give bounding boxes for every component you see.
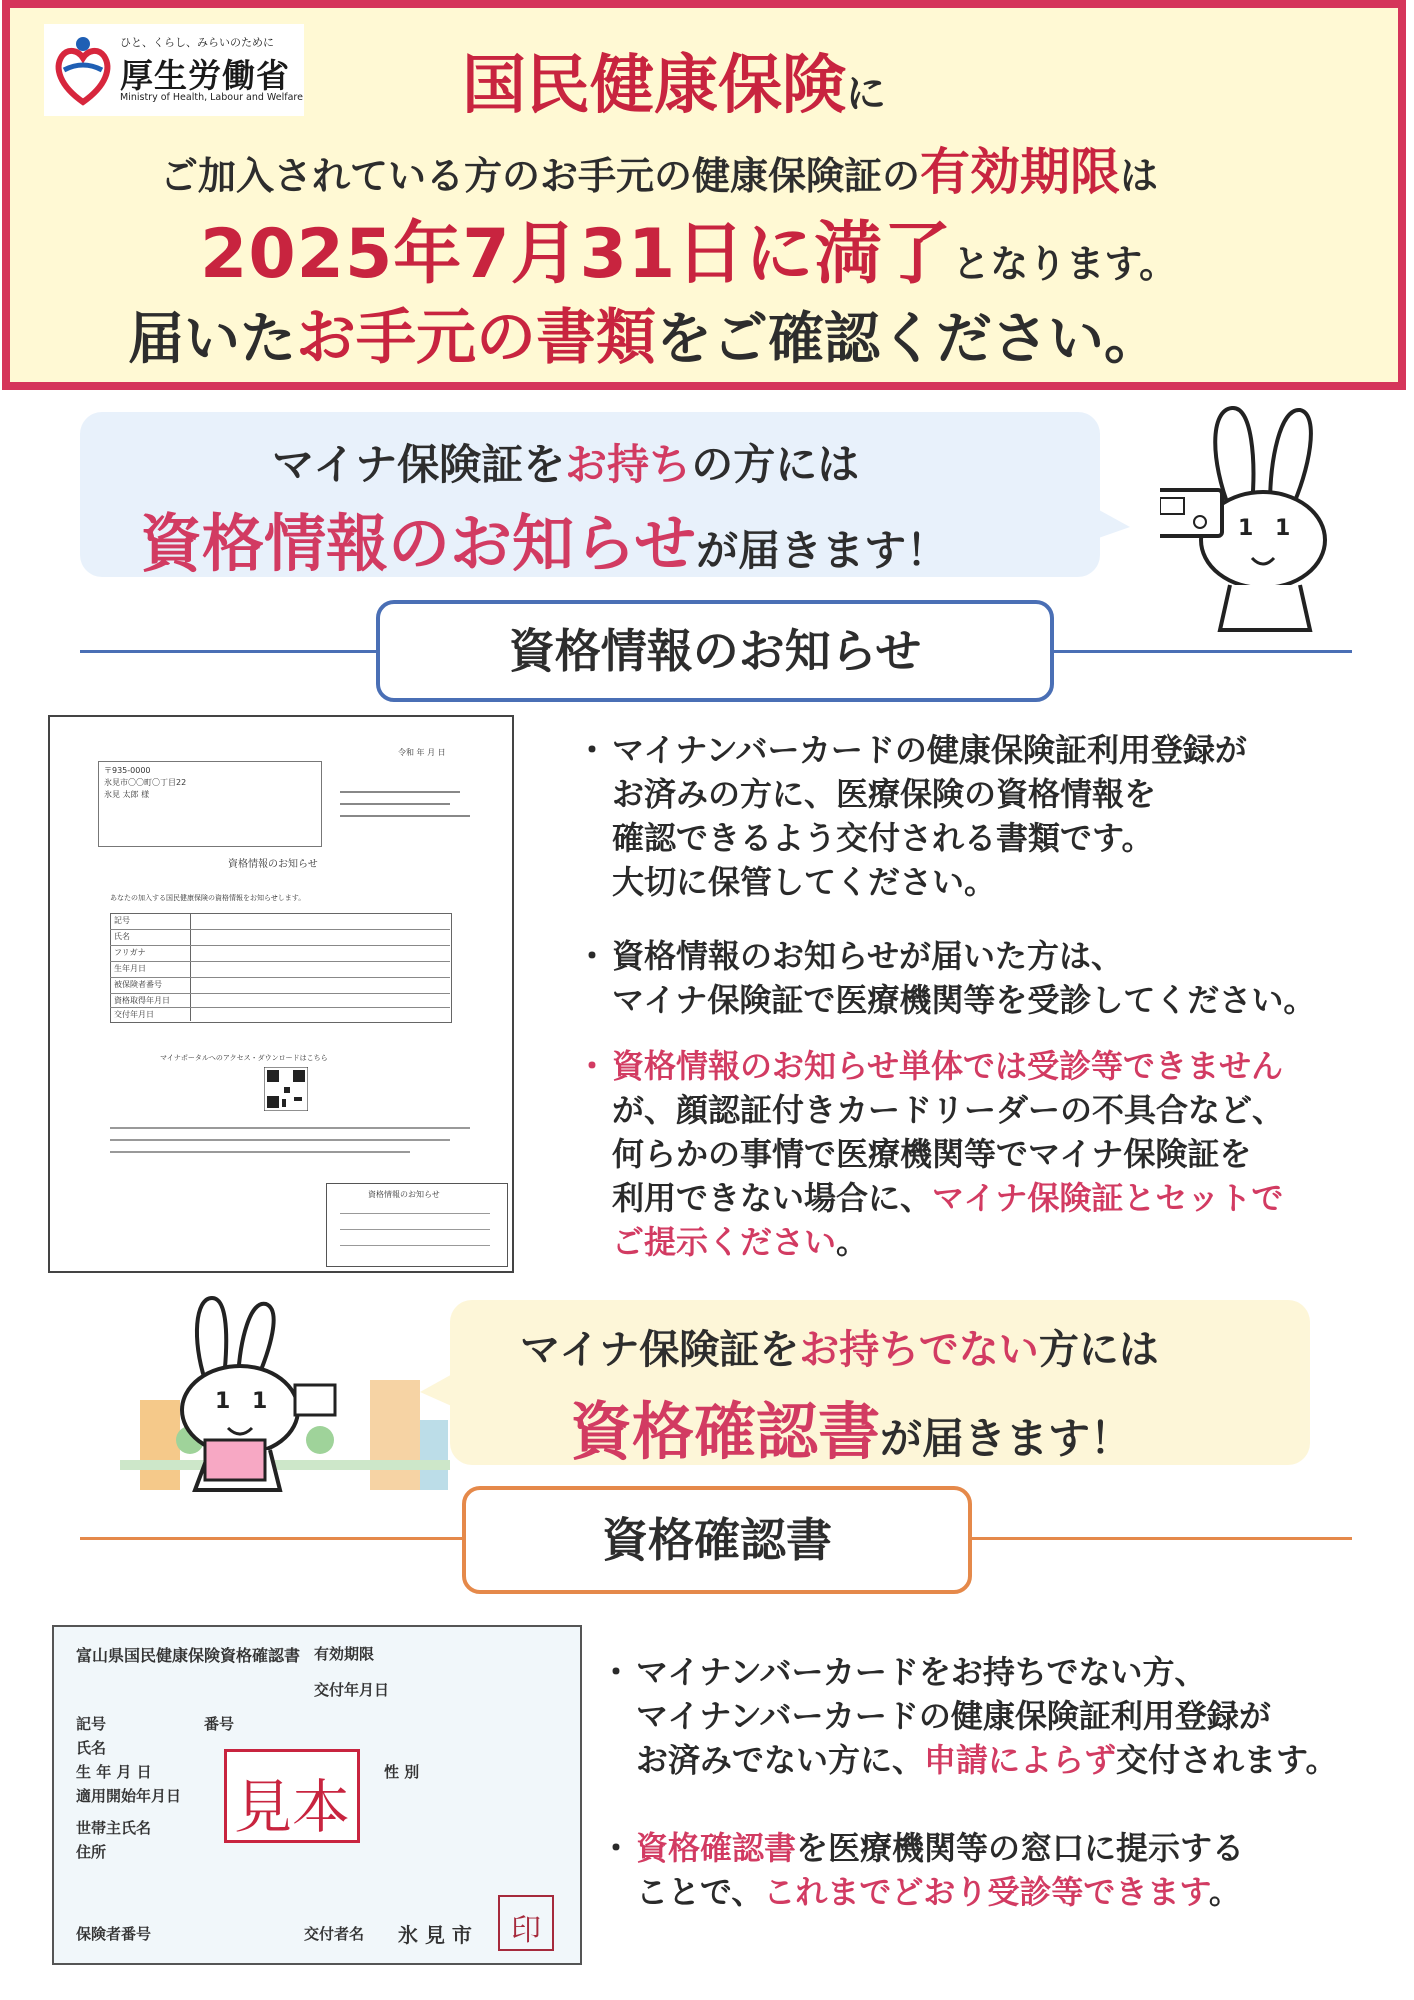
bubble1-line-1: マイナ保険証をお持ちの方には — [272, 440, 860, 489]
divider-left — [80, 1537, 464, 1540]
header-line-2: ご加入されている方のお手元の健康保険証の有効期限は — [160, 143, 1159, 201]
svg-text:1: 1 — [1238, 516, 1254, 541]
section1-bullet-2: ・ 資格情報のお知らせが届いた方は、 マイナ保険証で医療機関等を受診してください。 — [576, 937, 1316, 1019]
mascot-rabbit-icon — [1160, 400, 1360, 640]
divider-right — [1050, 650, 1352, 653]
mhlw-logo — [44, 24, 304, 116]
bubble2-line-1: マイナ保険証をお持ちでない方には — [520, 1327, 1159, 1373]
section1-bullet-3: ・ 資格情報のお知らせ単体では受診等できません が、顔認証付きカードリーダーの不具合など、 何らかの事情で医療機関等でマイナ保険証を 利用できない場合に、マイナ保険証とセットで ご提示ください。 — [576, 1047, 1285, 1261]
section1-title: 資格情報のお知らせ — [376, 600, 1054, 702]
divider-left — [80, 650, 380, 653]
svg-text:1: 1 — [1275, 516, 1291, 541]
section2-bullet-2: ・ 資格確認書を医療機関等の窓口に提示する ことで、これまでどおり受診等できます。 — [600, 1829, 1245, 1911]
section2-bullet-1: ・ マイナンバーカードをお持ちでない方、 マイナンバーカードの健康保険証利用登録が お済みでない方に、申請によらず交付されます。 — [600, 1653, 1338, 1779]
official-seal: 印 — [498, 1895, 554, 1951]
qualification-certificate-sample: 富山県国民健康保険資格確認書 有効期限 交付年月日 記号 番号 氏名 生 年 月 日 性 別 適用開始年月日 世帯主氏名 住所 保険者番号 交付者名 氷 見 市 見本 印 — [52, 1625, 582, 1965]
sample-stamp: 見本 — [224, 1749, 360, 1843]
logo-tagline: ひと、くらし、みらいのために — [120, 36, 274, 49]
header-line-3: 2025年7月31日に満了となります。 — [200, 215, 1178, 294]
logo-english: Ministry of Health, Labour and Welfare — [120, 92, 303, 103]
mhlw-emblem-icon — [50, 30, 116, 110]
section2-title: 資格確認書 — [462, 1486, 972, 1594]
logo-name: 厚生労働省 — [120, 56, 290, 95]
bubble2-line-2: 資格確認書が届きます！ — [570, 1395, 1133, 1468]
svg-text:1: 1 — [215, 1389, 231, 1414]
mascot-rabbit-city-icon — [120, 1290, 450, 1500]
header-line-1: 国民健康保険に — [462, 49, 886, 123]
header-line-4: 届いたお手元の書類をご確認ください。 — [128, 303, 1160, 373]
bubble1-line-2: 資格情報のお知らせが届きます！ — [140, 507, 949, 580]
notice-document-sample: 令和 年 月 日 〒935-0000 氷見市〇〇町〇丁目22 氷見 太郎 様 資格情報のお知らせ あなたの加入する国民健康保険の資格情報をお知らせします。 記号 氏名 フリガナ 生年月日 被保険者番号 資格取得年月日 交付年月日 マイナポータルへのアクセス・ダウンロードはこちら 資格情報のお知らせ — [48, 715, 514, 1273]
qr-code-icon — [264, 1067, 308, 1111]
bubble-tail — [420, 1372, 456, 1412]
section1-bullet-1: ・ マイナンバーカードの健康保険証利用登録が お済みの方に、医療保険の資格情報を 確認できるよう交付される書類です。 大切に保管してください。 — [576, 731, 1247, 901]
svg-text:1: 1 — [252, 1389, 268, 1414]
bubble-tail — [1090, 505, 1130, 545]
divider-right — [968, 1537, 1352, 1540]
